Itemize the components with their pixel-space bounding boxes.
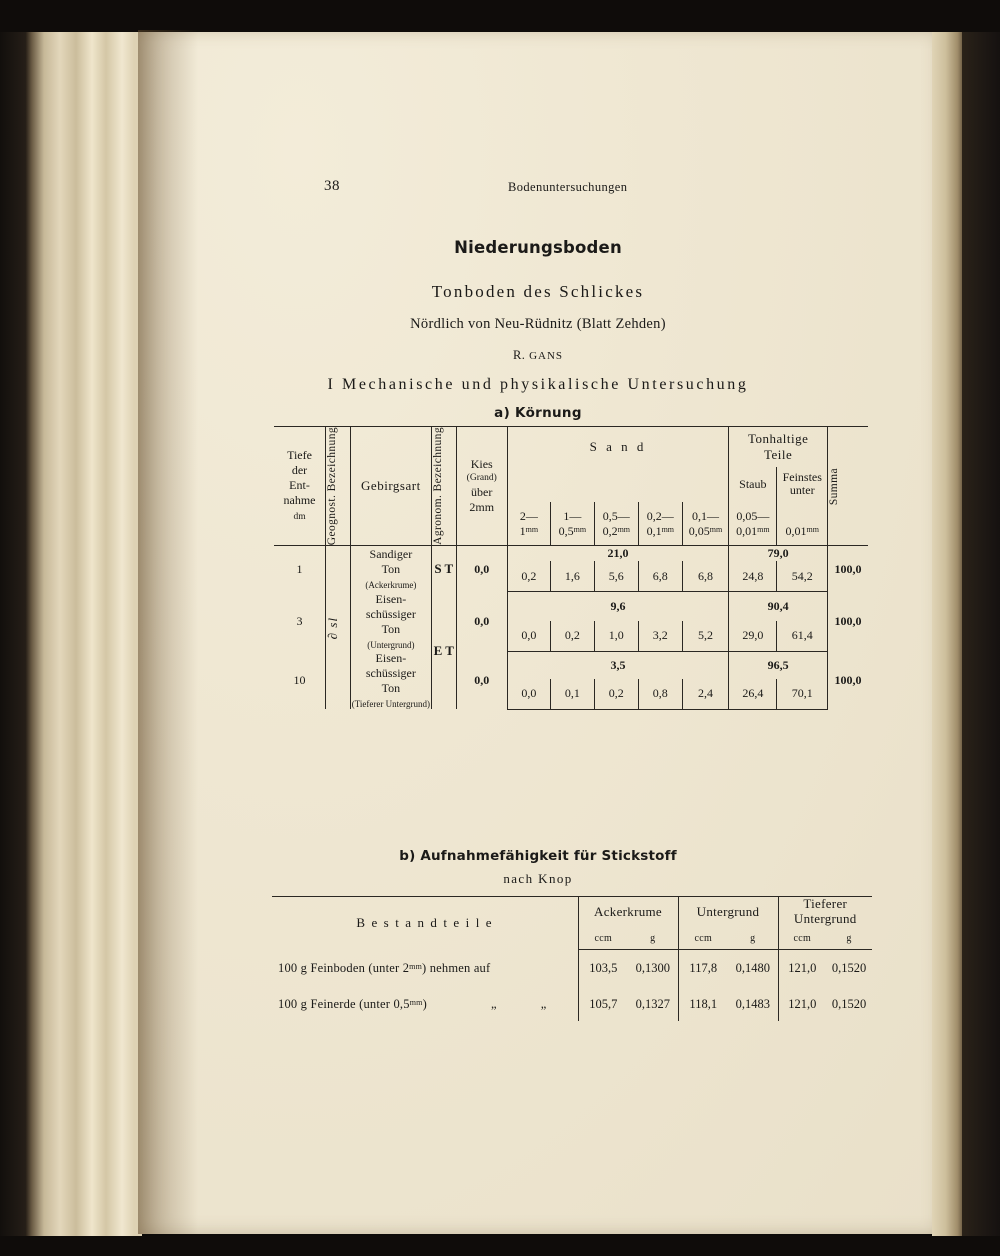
- table-stickstoff: [272, 896, 872, 1021]
- unit-g-1: [628, 927, 678, 950]
- row-b2-v2: 0,1327: [628, 987, 678, 1021]
- row-b1-v4: 0,1480: [728, 949, 778, 987]
- unit-g-3: [826, 927, 872, 950]
- header-kies-l2: (Grand): [466, 473, 497, 484]
- row-3-sand-total: [507, 651, 728, 679]
- unit-ccm-2: [678, 927, 728, 950]
- row-3-ton-total: [729, 651, 828, 679]
- row-b1-label: [272, 949, 578, 987]
- range-2-bot-v: 0,5: [558, 523, 574, 538]
- row-2-sand-4: 3,2: [638, 621, 682, 652]
- author-line: [138, 348, 938, 363]
- feinstes-range-v: 0,01: [785, 523, 807, 538]
- row-3-geb-l1: Eisen-: [375, 651, 407, 666]
- agronom-value-et: [432, 592, 457, 710]
- row-2-summa: [828, 592, 868, 651]
- header-bestandteile-label: B e s t a n d t e i l e: [356, 915, 494, 931]
- table-row: [274, 546, 868, 562]
- row-3-summa-value: 100,0: [834, 672, 862, 687]
- row-1-summa-value: 100,0: [834, 561, 862, 576]
- header-gebirgsart-label: Gebirgsart: [361, 478, 421, 494]
- header-sand-range-4: [638, 502, 682, 546]
- row-b2-v6: 0,1520: [831, 996, 867, 1011]
- header-geognost-label: Geognost. Bezeichnung: [326, 427, 339, 546]
- row-b1-v6: 0,1520: [831, 961, 867, 976]
- header-tiefe-l1: Tiefe: [287, 448, 312, 463]
- row-1-geb-l2: Ton: [381, 561, 401, 576]
- row-2-staub: 29,0: [729, 621, 777, 652]
- header-gebirgsart: [350, 427, 431, 546]
- unit-ccm-2-text: ccm: [694, 933, 713, 945]
- range-3-bot-v: 0,2: [602, 523, 618, 538]
- header-staub-label: Staub: [739, 476, 767, 491]
- header-tiefe: [274, 427, 326, 546]
- header-tonhaltige-l1: Tonhaltige: [747, 431, 809, 447]
- header-kies: [456, 427, 507, 546]
- row-3-sand-5: 2,4: [682, 679, 728, 710]
- row-b1-v2: 0,1300: [628, 949, 678, 987]
- row-3-summa: [828, 651, 868, 709]
- table-row: [272, 949, 872, 987]
- header-geognost: [326, 427, 351, 546]
- table-stickstoff-head: [272, 897, 872, 950]
- header-agronom: [432, 427, 457, 546]
- row-2-feinstes: 61,4: [777, 621, 828, 652]
- row-b1-label-1: 100 g Feinboden (unter 2: [278, 960, 410, 975]
- unit-ccm-3: [778, 927, 826, 950]
- row-2-geb-note: (Untergrund): [367, 639, 415, 650]
- range-5-top: 0,1—: [692, 508, 719, 523]
- unit-g-2: [728, 927, 778, 950]
- unit-ccm-3-text: ccm: [793, 933, 812, 945]
- header-feinstes-range: [777, 502, 828, 546]
- row-2-kies-value: 0,0: [474, 613, 490, 628]
- running-head: Bodenuntersuchungen: [508, 180, 628, 194]
- range-2-bot-u: mm: [573, 524, 587, 534]
- row-2-ton-total-value: 90,4: [767, 598, 789, 613]
- row-b2-v1: 105,7: [589, 996, 618, 1011]
- header-tieferer-untergrund: [778, 897, 872, 927]
- row-3-sand-1: 0,0: [507, 679, 550, 710]
- row-3-geb-l3: Ton: [381, 681, 401, 696]
- subtitle: Tonboden des Schlickes: [431, 282, 645, 301]
- row-1-sand-4: 6,8: [638, 561, 682, 592]
- row-3-ton-total-value: 96,5: [767, 657, 789, 672]
- row-2-geb-l1: Eisen-: [375, 591, 407, 606]
- row-1-sand-3: 5,6: [594, 561, 638, 592]
- row-b2-label-sup: mm: [409, 998, 423, 1008]
- row-2-gebirgsart: [350, 592, 431, 651]
- range-5-bot-u: mm: [709, 524, 723, 534]
- row-2-sand-1: 0,0: [507, 621, 550, 652]
- unit-g-2-text: g: [750, 933, 756, 945]
- agronom-et-label: E T: [433, 642, 454, 658]
- header-sand-spacer: [507, 467, 728, 502]
- header-kies-unit-text: 2mm: [469, 500, 495, 515]
- location-line: Nördlich von Neu-Rüdnitz (Blatt Zehden): [410, 316, 666, 332]
- author-initial: R.: [512, 348, 530, 362]
- row-3-sand-3: 0,2: [594, 679, 638, 710]
- subsection-heading-a: a) Körnung: [494, 405, 582, 421]
- row-1-kies-value: 0,0: [474, 561, 490, 576]
- header-kies-l3: über: [471, 484, 493, 499]
- range-1-bot-u: mm: [525, 524, 539, 534]
- range-1-bot: [508, 524, 550, 539]
- row-3-kies: [456, 651, 507, 709]
- header-summa: [828, 427, 868, 546]
- feinstes-range-u: mm: [806, 524, 819, 534]
- header-feinstes-l2: unter: [789, 483, 815, 498]
- header-sand-range-1: [507, 502, 550, 546]
- row-b1-v5: 121,0: [788, 961, 817, 976]
- row-1-summa: [828, 546, 868, 592]
- row-3-sand-total-value: 3,5: [610, 657, 626, 672]
- header-tiefe-l2: der: [291, 463, 308, 478]
- bottom-shadow: [0, 1236, 1000, 1256]
- header-staub-range: [729, 502, 777, 546]
- header-untergrund: [678, 897, 778, 927]
- header-ackerkrume: [578, 897, 678, 927]
- header-untergrund-label: Untergrund: [696, 903, 760, 919]
- row-1-ton-total-value: 79,0: [767, 546, 789, 561]
- unit-g-1-text: g: [650, 933, 656, 945]
- table-koernung: [274, 426, 868, 710]
- unit-g-3-text: g: [846, 933, 852, 945]
- header-kies-l1: Kies: [470, 456, 493, 471]
- range-3-bot: [595, 524, 638, 539]
- header-sand-range-3: [594, 502, 638, 546]
- header-sand: [507, 427, 728, 467]
- header-sand-range-2: [550, 502, 594, 546]
- table-row: [274, 592, 868, 621]
- header-ackerkrume-label: Ackerkrume: [594, 903, 662, 919]
- table-row: [274, 651, 868, 679]
- range-5-bot-v: 0,05: [688, 523, 710, 538]
- page-number: 38: [324, 178, 340, 194]
- header-staub: [729, 467, 777, 502]
- row-1-sand-2: 1,6: [550, 561, 594, 592]
- left-page-edges: [26, 28, 142, 1236]
- row-2-sand-2: 0,2: [550, 621, 594, 652]
- range-3-top: 0,5—: [602, 508, 630, 523]
- row-3-sand-2: 0,1: [550, 679, 594, 710]
- staub-range-bot-v: 0,01: [736, 523, 758, 538]
- row-b2-ditto-2: „: [540, 996, 547, 1011]
- table-koernung-head: [274, 427, 868, 546]
- row-2-tiefe: 3: [274, 592, 326, 651]
- row-b2-label-1: 100 g Feinerde (unter 0,5: [278, 996, 410, 1011]
- row-2-sand-3: 1,0: [594, 621, 638, 652]
- row-1-sand-1: 0,2: [507, 561, 550, 592]
- table-row: [272, 987, 872, 1021]
- row-2-sand-5: 5,2: [682, 621, 728, 652]
- header-feinstes: [777, 467, 828, 502]
- row-b1-label-2: ) nehmen auf: [422, 960, 491, 975]
- page-content: [138, 30, 938, 1234]
- row-1-geb-note: (Ackerkrume): [365, 579, 417, 590]
- table-row: [272, 897, 872, 927]
- range-2-top: 1—: [563, 508, 582, 523]
- header-bestandteile: [272, 897, 578, 950]
- row-1-feinstes: 54,2: [777, 561, 828, 592]
- row-1-sand-total: [507, 546, 728, 562]
- outer-right-shadow: [962, 0, 1000, 1256]
- header-sand-range-5: [682, 502, 728, 546]
- row-2-ton-total: [729, 592, 828, 621]
- row-3-geb-note: (Tieferer Untergrund): [351, 699, 430, 710]
- range-4-bot: [639, 524, 682, 539]
- row-1-kies: [456, 546, 507, 592]
- section-heading-1: I Mechanische und physikalische Untersuchung: [327, 376, 749, 393]
- author-surname: GANS: [529, 350, 564, 362]
- top-shadow: [0, 0, 1000, 32]
- header-tiefe-l3: Ent-: [289, 478, 310, 493]
- header-sand-label: S a n d: [589, 438, 647, 454]
- row-2-sand-total-value: 9,6: [610, 598, 626, 613]
- row-1-agronom-label: S T: [434, 561, 454, 577]
- staub-range-top: 0,05—: [736, 508, 770, 523]
- subsection-heading-b: b) Aufnahmefähigkeit für Stickstoff: [399, 848, 677, 864]
- header-kies-unit: [457, 500, 507, 516]
- row-3-tiefe: 10: [274, 651, 326, 709]
- row-3-geb-l2: schüssiger: [365, 666, 416, 681]
- subsection-heading-b-sub: nach Knop: [503, 871, 573, 886]
- row-2-kies: [456, 592, 507, 651]
- row-b2-v3: 118,1: [689, 996, 718, 1011]
- row-1-gebirgsart: [350, 546, 431, 592]
- row-1-agronom: [432, 546, 457, 592]
- staub-range-bot: [729, 524, 776, 539]
- row-2-geb-l2: schüssiger: [365, 606, 416, 621]
- geognost-value: ∂ sl: [326, 546, 351, 710]
- row-2-summa-value: 100,0: [834, 613, 862, 628]
- row-b2-v5: 121,0: [788, 996, 817, 1011]
- feinstes-range-bot: [777, 524, 827, 539]
- row-b2-v4: 0,1483: [728, 987, 778, 1021]
- row-3-staub: 26,4: [729, 679, 777, 710]
- row-b2-label-2: ): [422, 996, 427, 1011]
- row-1-ton-total: [729, 546, 828, 562]
- unit-ccm-1-text: ccm: [594, 933, 613, 945]
- row-3-gebirgsart: [350, 651, 431, 709]
- row-3-feinstes: 70,1: [777, 679, 828, 710]
- row-2-geb-l3: Ton: [381, 621, 401, 636]
- header-summa-label: Summa: [828, 467, 841, 505]
- row-3-kies-value: 0,0: [474, 672, 490, 687]
- header-feinstes-l1: Feinstes: [782, 469, 822, 484]
- header-tonhaltige: [729, 427, 828, 467]
- range-4-top: 0,2—: [646, 508, 674, 523]
- row-3-sand-4: 0,8: [638, 679, 682, 710]
- header-tieferer-untergrund-label: Tieferer Untergrund: [793, 896, 857, 926]
- table-row: [274, 427, 868, 467]
- row-b1-label-sup: mm: [409, 962, 423, 972]
- row-1-geb-l1: Sandiger: [369, 546, 413, 561]
- range-1-top: 2—: [519, 508, 538, 523]
- range-2-bot: [551, 524, 594, 539]
- range-4-bot-u: mm: [661, 524, 675, 534]
- range-1-bot-v: 1: [519, 523, 526, 538]
- header-tiefe-unit: dm: [293, 512, 306, 523]
- row-1-tiefe: 1: [274, 546, 326, 592]
- row-b1-v3: 117,8: [689, 961, 718, 976]
- staub-range-bot-u: mm: [757, 524, 770, 534]
- range-4-bot-v: 0,1: [646, 523, 662, 538]
- header-tiefe-l4: nahme: [283, 493, 316, 508]
- range-3-bot-u: mm: [617, 524, 631, 534]
- row-b1-v1: 103,5: [589, 961, 618, 976]
- row-1-staub: 24,8: [729, 561, 777, 592]
- page-title: Niederungsboden: [454, 238, 622, 257]
- row-1-sand-total-value: 21,0: [607, 546, 629, 561]
- row-b2-ditto-1: „: [490, 996, 497, 1011]
- unit-ccm-1: [578, 927, 628, 950]
- table-koernung-body: [274, 546, 868, 710]
- row-1-sand-5: 6,8: [682, 561, 728, 592]
- row-2-sand-total: [507, 592, 728, 621]
- header-tonhaltige-l2: Teile: [764, 446, 793, 462]
- header-agronom-label: Agronom. Bezeichnung: [432, 427, 445, 546]
- row-b2-label: [272, 987, 578, 1021]
- table-stickstoff-body: [272, 949, 872, 1021]
- range-5-bot: [683, 524, 728, 539]
